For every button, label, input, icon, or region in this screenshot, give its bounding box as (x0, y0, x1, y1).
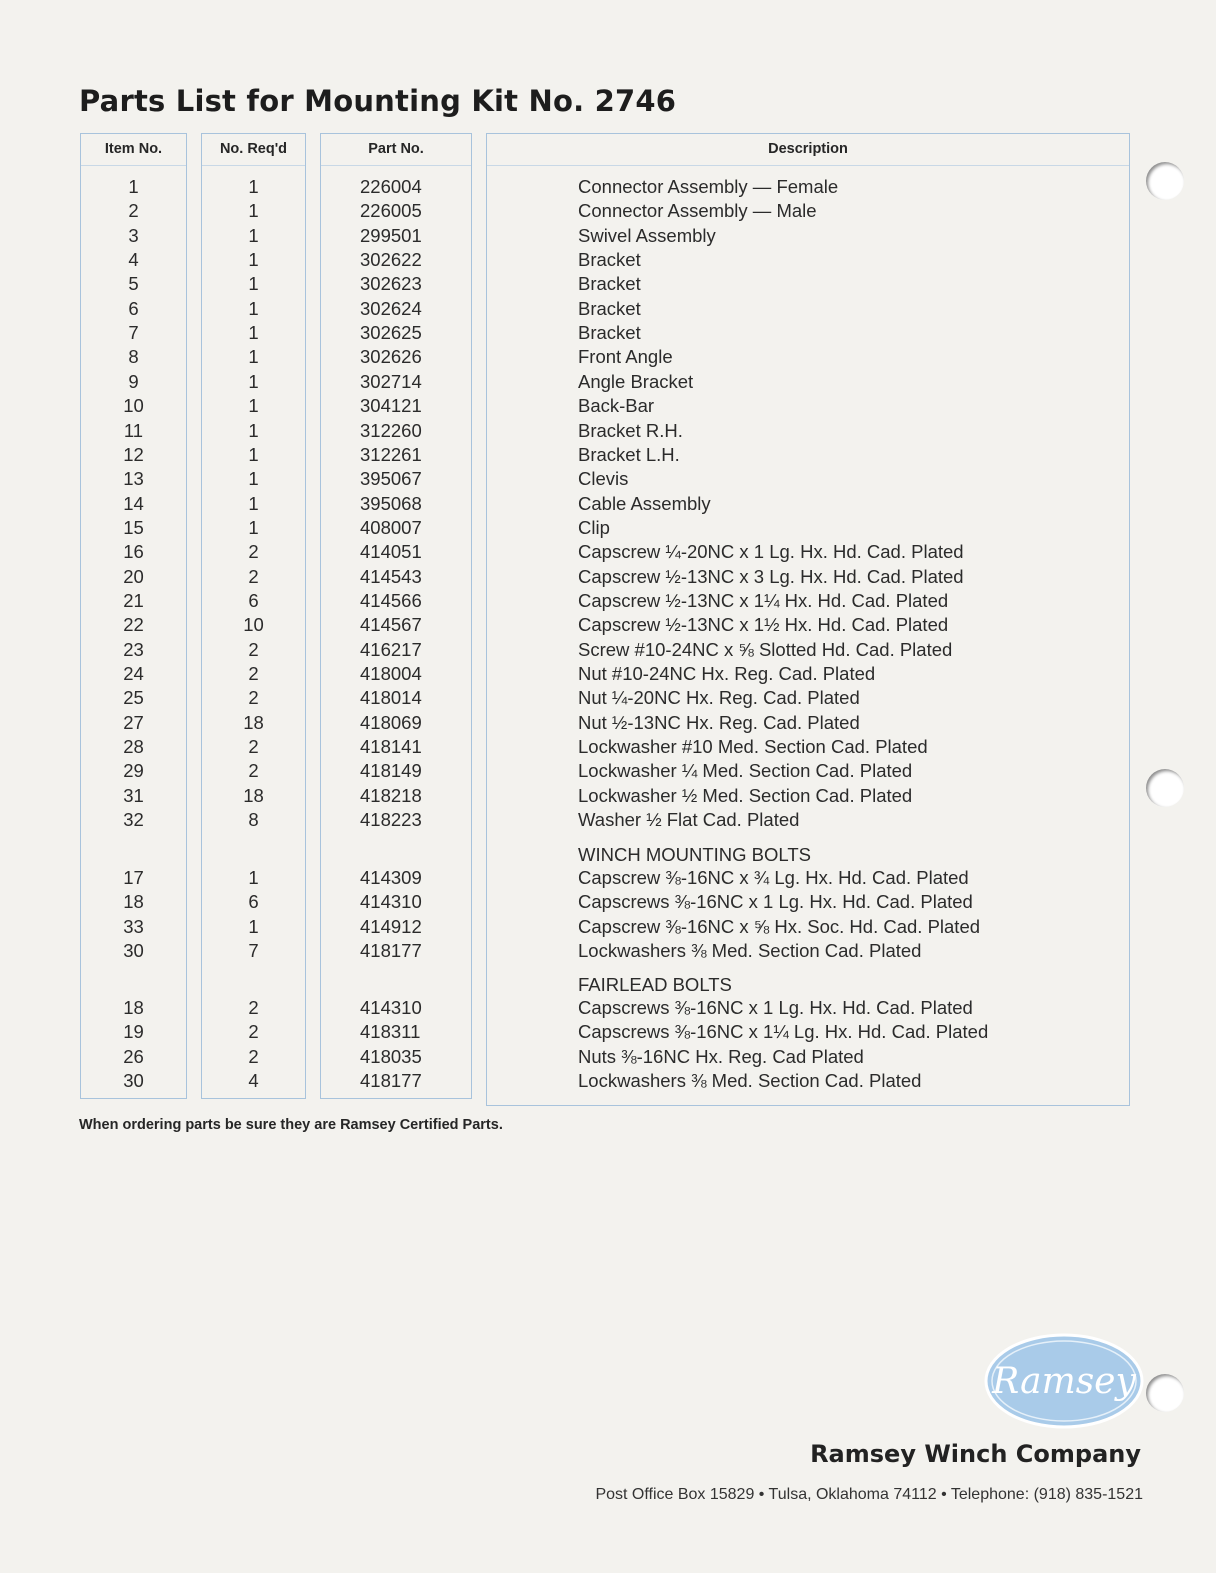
item-no-cell: 8 (128, 346, 139, 368)
item-no-cell: 18 (123, 891, 144, 913)
qty-cell: 2 (248, 638, 259, 660)
description-cell: Capscrew ½-13NC x 3 Lg. Hx. Hd. Cad. Plated (578, 565, 964, 587)
part-no-cell: 414543 (360, 565, 422, 587)
description-cell: Nuts ⅜-16NC Hx. Reg. Cad Plated (578, 1045, 864, 1067)
part-no-cell: 418141 (360, 736, 422, 758)
item-no-cell: 30 (123, 940, 144, 962)
qty-cell: 2 (248, 565, 259, 587)
description-cell: Bracket (578, 322, 641, 344)
item-no-cell: 19 (123, 1021, 144, 1043)
qty-cell: 1 (248, 370, 259, 392)
description-cell: Lockwashers ⅜ Med. Section Cad. Plated (578, 1070, 922, 1092)
description-cell: Screw #10-24NC x ⅝ Slotted Hd. Cad. Plated (578, 638, 953, 660)
part-no-cell: 416217 (360, 638, 422, 660)
qty-cell: 8 (248, 809, 259, 831)
ramsey-logo (984, 1333, 1144, 1429)
header-part-no: Part No. (368, 141, 424, 157)
part-no-cell: 302622 (360, 249, 422, 271)
description-cell: Bracket L.H. (578, 443, 680, 465)
item-no-cell: 25 (123, 687, 144, 709)
qty-cell: 1 (248, 419, 259, 441)
item-no-cell: 18 (123, 997, 144, 1018)
description-cell: Capscrew ⅜-16NC x ⅝ Hx. Soc. Hd. Cad. Plated (578, 915, 981, 937)
part-no-cell: 418177 (360, 940, 422, 962)
part-no-cell: 302714 (360, 370, 422, 392)
punch-hole (1146, 1374, 1184, 1412)
item-no-cell: 1 (128, 176, 139, 197)
qty-cell: 4 (248, 1070, 259, 1092)
qty-cell: 1 (248, 443, 259, 465)
item-no-cell: 30 (123, 1070, 144, 1092)
part-no-cell: 395067 (360, 468, 422, 490)
item-no-cell: 20 (123, 565, 144, 587)
qty-cell: 1 (248, 915, 259, 937)
qty-cell: 1 (248, 395, 259, 417)
part-no-cell: 414912 (360, 915, 422, 937)
description-cell: Capscrews ⅜-16NC x 1 Lg. Hx. Hd. Cad. Plated (578, 997, 973, 1018)
part-no-cell: 418069 (360, 711, 422, 733)
item-no-cell: 2 (128, 200, 139, 222)
part-no-cell: 418014 (360, 687, 422, 709)
qty-cell: 1 (248, 200, 259, 222)
description-cell: Connector Assembly — Male (578, 200, 817, 222)
qty-cell: 1 (248, 322, 259, 344)
part-no-cell: 304121 (360, 395, 422, 417)
description-cell: Back-Bar (578, 395, 655, 417)
qty-cell: 1 (248, 249, 259, 271)
part-no-cell: 414310 (360, 997, 422, 1018)
item-no-cell: 33 (123, 915, 144, 937)
part-no-cell: 418149 (360, 760, 422, 782)
section-label-winch-mounting-bolts: WINCH MOUNTING BOLTS (578, 844, 811, 865)
description-cell: Connector Assembly — Female (578, 176, 839, 197)
qty-cell: 10 (243, 614, 264, 636)
qty-cell: 18 (243, 711, 264, 733)
item-no-cell: 26 (123, 1045, 144, 1067)
description-cell: Lockwasher ¼ Med. Section Cad. Plated (578, 760, 913, 782)
item-no-cell: 3 (128, 224, 139, 246)
header-description: Description (768, 141, 848, 157)
part-no-cell: 418035 (360, 1045, 422, 1067)
qty-cell: 2 (248, 1045, 259, 1067)
qty-cell: 1 (248, 516, 259, 538)
part-no-cell: 414309 (360, 867, 422, 888)
description-cell: Capscrew ½-13NC x 1¼ Hx. Hd. Cad. Plated (578, 589, 949, 611)
item-no-cell: 28 (123, 736, 144, 758)
qty-cell: 2 (248, 736, 259, 758)
part-no-cell: 302623 (360, 273, 422, 295)
part-no-cell: 418177 (360, 1070, 422, 1092)
description-cell: Nut ¼-20NC Hx. Reg. Cad. Plated (578, 687, 860, 709)
qty-cell: 1 (248, 176, 259, 197)
qty-cell: 18 (243, 784, 264, 806)
description-cell: Capscrew ¼-20NC x 1 Lg. Hx. Hd. Cad. Plated (578, 541, 964, 563)
qty-cell: 1 (248, 224, 259, 246)
item-no-cell: 13 (123, 468, 144, 490)
item-no-cell: 5 (128, 273, 139, 295)
description-cell: Capscrew ½-13NC x 1½ Hx. Hd. Cad. Plated (578, 614, 949, 636)
description-cell: Clevis (578, 468, 629, 490)
description-cell: Clip (578, 516, 610, 538)
item-no-cell: 23 (123, 638, 144, 660)
qty-cell: 2 (248, 760, 259, 782)
ordering-note: When ordering parts be sure they are Ramsey Certified Parts. (79, 1117, 503, 1133)
qty-cell: 2 (248, 687, 259, 709)
item-no-cell: 7 (128, 322, 139, 344)
part-no-cell: 414567 (360, 614, 422, 636)
company-address: Post Office Box 15829 • Tulsa, Oklahoma 74112 • Telephone: (918) 835-1521 (595, 1486, 1143, 1503)
description-cell: Swivel Assembly (578, 224, 716, 246)
punch-hole (1146, 769, 1184, 807)
item-no-cell: 22 (123, 614, 144, 636)
company-name: Ramsey Winch Company (810, 1440, 1141, 1468)
part-no-cell: 395068 (360, 492, 422, 514)
item-no-cell: 24 (123, 663, 144, 684)
description-cell: Bracket (578, 297, 641, 319)
description-cell: Bracket (578, 249, 641, 271)
part-no-cell: 418004 (360, 663, 422, 684)
description-cell: Lockwashers ⅜ Med. Section Cad. Plated (578, 940, 922, 962)
description-cell: Capscrews ⅜-16NC x 1¼ Lg. Hx. Hd. Cad. Plated (578, 1021, 989, 1043)
qty-cell: 1 (248, 297, 259, 319)
item-no-cell: 29 (123, 760, 144, 782)
description-cell: Bracket R.H. (578, 419, 683, 441)
description-cell: Washer ½ Flat Cad. Plated (578, 809, 800, 831)
part-no-cell: 226005 (360, 200, 422, 222)
item-no-cell: 10 (123, 395, 144, 417)
part-no-cell: 312261 (360, 443, 422, 465)
part-no-cell: 299501 (360, 224, 422, 246)
description-cell: Lockwasher #10 Med. Section Cad. Plated (578, 736, 928, 758)
punch-hole (1146, 162, 1184, 200)
item-no-cell: 15 (123, 516, 144, 538)
description-cell: Cable Assembly (578, 492, 711, 514)
part-no-cell: 312260 (360, 419, 422, 441)
part-no-cell: 408007 (360, 516, 422, 538)
qty-cell: 2 (248, 997, 259, 1018)
description-cell: Nut #10-24NC Hx. Reg. Cad. Plated (578, 663, 876, 684)
item-no-cell: 27 (123, 711, 144, 733)
header-item-no: Item No. (104, 141, 163, 157)
qty-cell: 1 (248, 492, 259, 514)
qty-cell: 1 (248, 273, 259, 295)
description-cell: Angle Bracket (578, 370, 694, 392)
qty-cell: 1 (248, 468, 259, 490)
item-no-cell: 6 (128, 297, 139, 319)
qty-cell: 1 (248, 346, 259, 368)
part-no-cell: 302626 (360, 346, 422, 368)
header-no-reqd: No. Req'd (219, 141, 288, 157)
part-no-cell: 302624 (360, 297, 422, 319)
qty-cell: 7 (248, 940, 259, 962)
logo-wordmark: Ramsey (992, 1361, 1136, 1402)
qty-cell: 2 (248, 541, 259, 563)
qty-cell: 1 (248, 867, 259, 888)
part-no-cell: 418311 (360, 1021, 421, 1043)
description-cell: Capscrews ⅜-16NC x 1 Lg. Hx. Hd. Cad. Plated (578, 891, 973, 913)
item-no-cell: 21 (123, 589, 144, 611)
description-cell: Bracket (578, 273, 641, 295)
part-no-cell: 418218 (360, 784, 422, 806)
description-cell: Lockwasher ½ Med. Section Cad. Plated (578, 784, 913, 806)
qty-cell: 2 (248, 1021, 259, 1043)
description-cell: Capscrew ⅜-16NC x ¾ Lg. Hx. Hd. Cad. Plated (578, 867, 969, 888)
item-no-cell: 31 (123, 784, 144, 806)
item-no-cell: 11 (123, 419, 144, 441)
part-no-cell: 414310 (360, 891, 422, 913)
qty-cell: 2 (248, 663, 259, 684)
description-cell: Nut ½-13NC Hx. Reg. Cad. Plated (578, 711, 860, 733)
item-no-cell: 32 (123, 809, 144, 831)
qty-cell: 6 (248, 891, 259, 913)
item-no-cell: 16 (123, 541, 144, 563)
part-no-cell: 302625 (360, 322, 422, 344)
part-no-cell: 418223 (360, 809, 422, 831)
part-no-cell: 414566 (360, 589, 422, 611)
item-no-cell: 14 (123, 492, 144, 514)
part-no-cell: 414051 (360, 541, 422, 563)
item-no-cell: 17 (123, 867, 144, 888)
part-no-cell: 226004 (360, 176, 422, 197)
page-title: Parts List for Mounting Kit No. 2746 (79, 84, 677, 118)
item-no-cell: 12 (123, 443, 144, 465)
item-no-cell: 9 (128, 370, 139, 392)
qty-cell: 6 (248, 589, 259, 611)
section-label-fairlead-bolts: FAIRLEAD BOLTS (578, 974, 732, 995)
item-no-cell: 4 (128, 249, 139, 271)
description-cell: Front Angle (578, 346, 673, 368)
